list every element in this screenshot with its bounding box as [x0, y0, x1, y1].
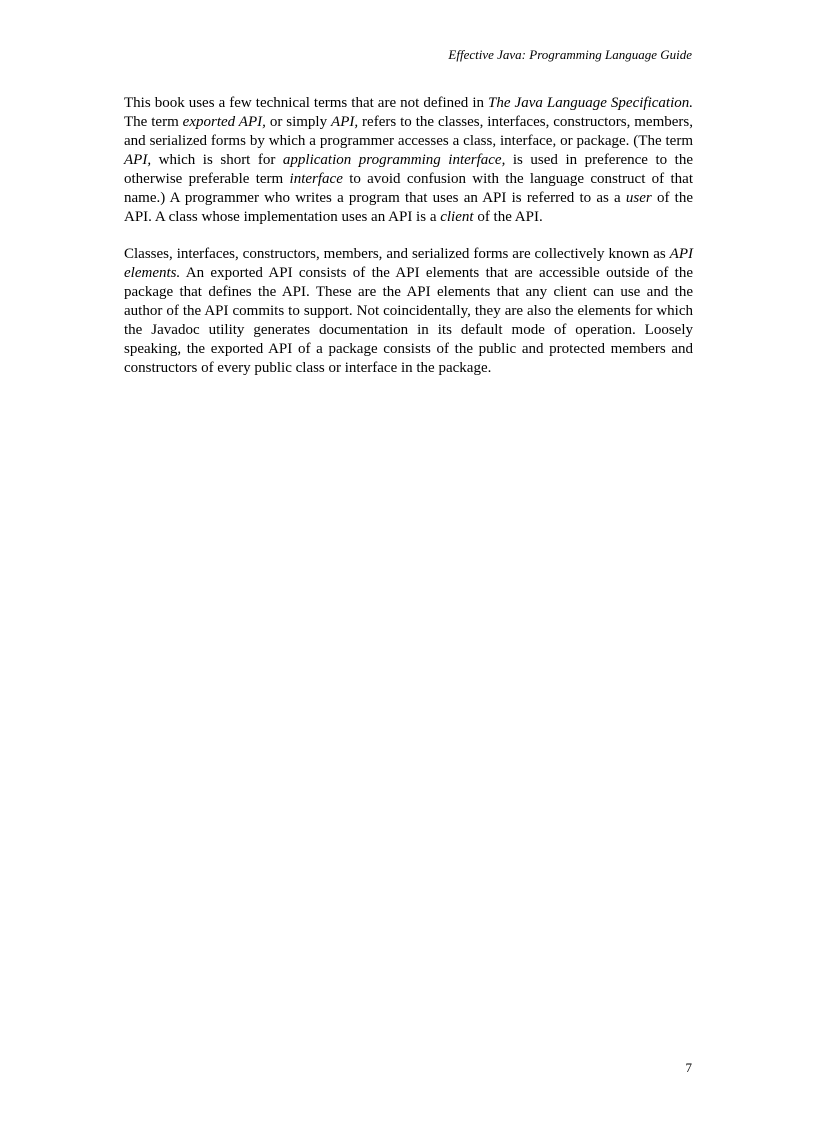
emphasized-text: API, [124, 152, 152, 168]
emphasized-text: exported API, [182, 114, 266, 130]
emphasized-text: user [625, 190, 652, 206]
text-run: Classes, interfaces, constructors, members, and serialized forms are collectively known as [124, 246, 670, 262]
emphasized-text: interface [289, 171, 343, 187]
text-run: This book uses a few technical terms that are not defined in [124, 95, 489, 111]
text-run: to avoid confusion with the language construct of that name.) A programmer who writes a program that uses an API is referred to as a [124, 171, 693, 206]
emphasized-text: API elements. [124, 246, 693, 281]
text-run: which is short for [151, 152, 283, 168]
body-text [124, 94, 693, 396]
text-run: refers to the classes, interfaces, constructors, members, and serialized forms by which a programmer accesses a class, interface, or package. (The term [124, 114, 693, 149]
emphasized-text: API, [331, 114, 359, 130]
text-run: of the API. A class whose implementation uses an API is a [124, 190, 693, 225]
text-run: of the API. [473, 209, 543, 225]
page-number: 7 [685, 1060, 692, 1075]
running-header: Effective Java: Programming Language Guide [448, 47, 692, 62]
text-run: is used in preference to the otherwise preferable term [124, 152, 694, 187]
emphasized-text: The Java Language Specification. [488, 95, 693, 111]
paragraph [124, 245, 693, 378]
paragraph [124, 94, 693, 227]
text-run: An exported API consists of the API elements that are accessible outside of the package that defines the API. These are the API elements that any client can use and the author of the API commits to support. Not coincidentally, they are also the elements for which the Javadoc utility generates documentation in its default mode of operation. Loosely speaking, the exported API of a package consists of the public and protected members and constructors of every public class or interface in the package. [124, 265, 693, 376]
text-run: The term [124, 114, 183, 130]
emphasized-text: client [440, 209, 474, 225]
emphasized-text: application programming interface, [282, 152, 506, 168]
text-run: or simply [265, 114, 332, 130]
